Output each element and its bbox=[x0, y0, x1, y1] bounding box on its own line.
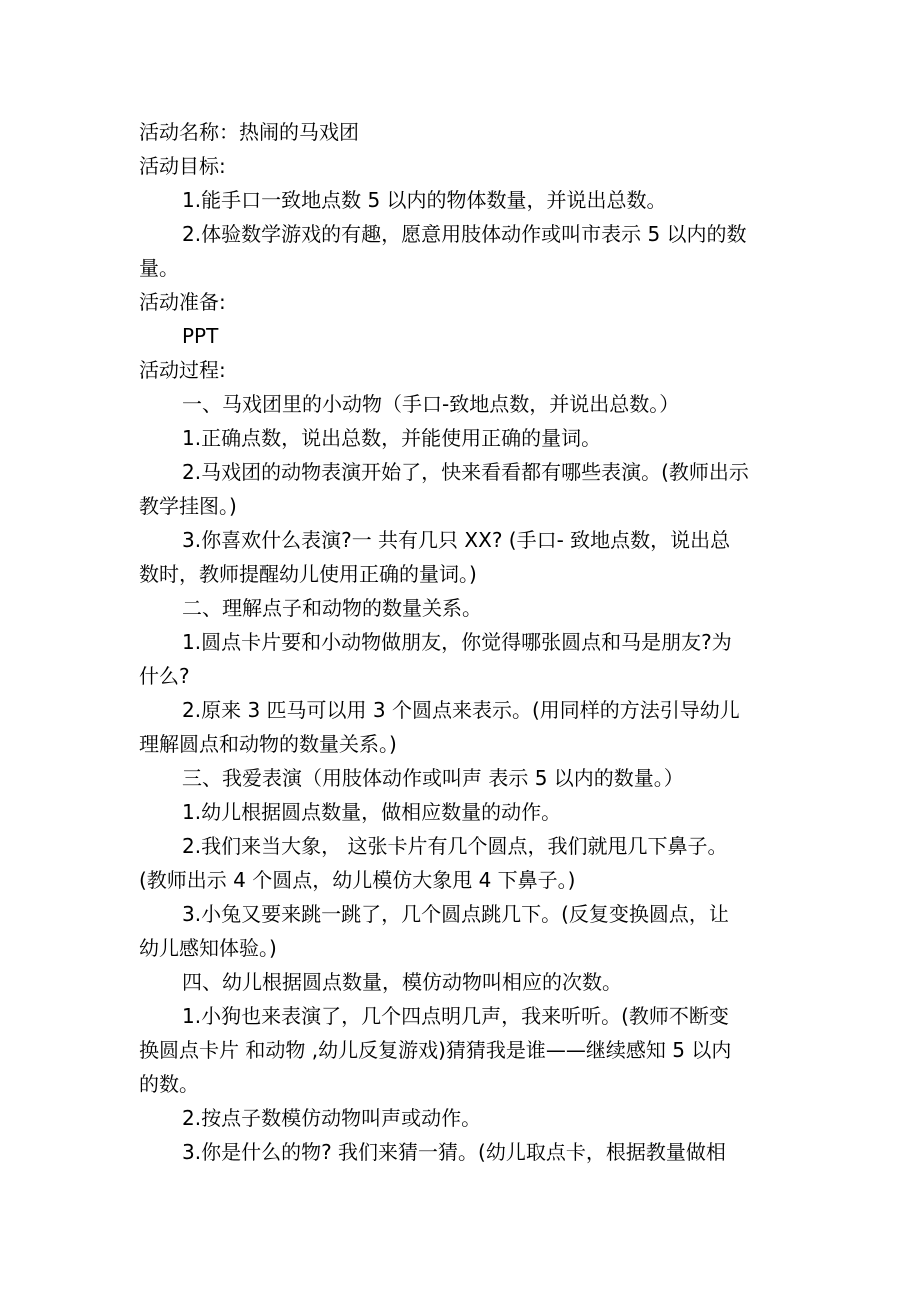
section-3-step-1: 1.幼儿根据圆点数量，做相应数量的动作。 bbox=[182, 800, 562, 824]
section-2-step-2: 2.原来 3 匹马可以用 3 个圆点来表示。(用同样的方法引导幼儿 bbox=[182, 698, 740, 722]
section-3-step-3-cont: 幼儿感知体验。) bbox=[139, 936, 277, 960]
document-body bbox=[139, 115, 784, 1169]
section-4-step-1: 1.小狗也来表演了，几个四点明几声，我来听听。(教师不断变 bbox=[182, 1004, 729, 1028]
section-1-step-1: 1.正确点数，说出总数，并能使用正确的量词。 bbox=[182, 426, 602, 450]
heading-activity-process: 活动过程: bbox=[139, 358, 226, 382]
section-4-step-1-cont-2: 的数。 bbox=[139, 1072, 199, 1096]
section-1-title: 一、马戏团里的小动物（手口-致地点数，并说出总数。） bbox=[182, 392, 680, 416]
section-4-step-3: 3.你是什么的物? 我们来猜一猜。(幼儿取点卡，根据教量做相 bbox=[182, 1140, 726, 1164]
section-2-step-2-cont: 理解圆点和动物的数量关系。) bbox=[139, 732, 397, 756]
section-2-title: 二、理解点子和动物的数量关系。 bbox=[182, 596, 482, 620]
prep-item: PPT bbox=[182, 324, 219, 348]
section-2-step-1-cont: 什么? bbox=[139, 664, 190, 688]
goal-item-2: 2.体验数学游戏的有趣，愿意用肢体动作或叫市表示 5 以内的数 bbox=[182, 222, 747, 246]
section-3-step-2: 2.我们来当大象， 这张卡片有几个圆点，我们就甩几下鼻子。 bbox=[182, 834, 728, 858]
heading-activity-goals: 活动目标: bbox=[139, 154, 226, 178]
section-4-title: 四、幼儿根据圆点数量，模仿动物叫相应的次数。 bbox=[182, 970, 622, 994]
goal-item-1: 1.能手口一致地点数 5 以内的物体数量，并说出总数。 bbox=[182, 188, 667, 212]
section-3-step-3: 3.小兔又要来跳一跳了，几个圆点跳几下。(反复变换圆点，让 bbox=[182, 902, 729, 926]
goal-item-2-cont: 量。 bbox=[139, 256, 179, 280]
activity-name: 活动名称：热闹的马戏团 bbox=[139, 120, 359, 144]
heading-activity-prep: 活动准备: bbox=[139, 290, 226, 314]
section-1-step-3: 3.你喜欢什么表演?一 共有几只 XX? (手口- 致地点数，说出总 bbox=[182, 528, 731, 552]
section-3-title: 三、我爱表演（用肢体动作或叫声 表示 5 以内的数量。） bbox=[182, 766, 684, 790]
section-4-step-2: 2.按点子数模仿动物叫声或动作。 bbox=[182, 1106, 482, 1130]
section-2-step-1: 1.圆点卡片要和小动物做朋友，你觉得哪张圆点和马是朋友?为 bbox=[182, 630, 732, 654]
section-3-step-2-cont: (教师出示 4 个圆点，幼儿模仿大象甩 4 下鼻子。) bbox=[139, 868, 576, 892]
section-1-step-2-cont: 教学挂图。) bbox=[139, 494, 237, 518]
section-1-step-3-cont: 数时，教师提醒幼儿使用正确的量词。) bbox=[139, 562, 477, 586]
section-1-step-2: 2.马戏团的动物表演开始了，快来看看都有哪些表演。(教师出示 bbox=[182, 460, 749, 484]
section-4-step-1-cont: 换圆点卡片 和动物 ,幼儿反复游戏)猜猜我是谁——继续感知 5 以内 bbox=[139, 1038, 732, 1062]
